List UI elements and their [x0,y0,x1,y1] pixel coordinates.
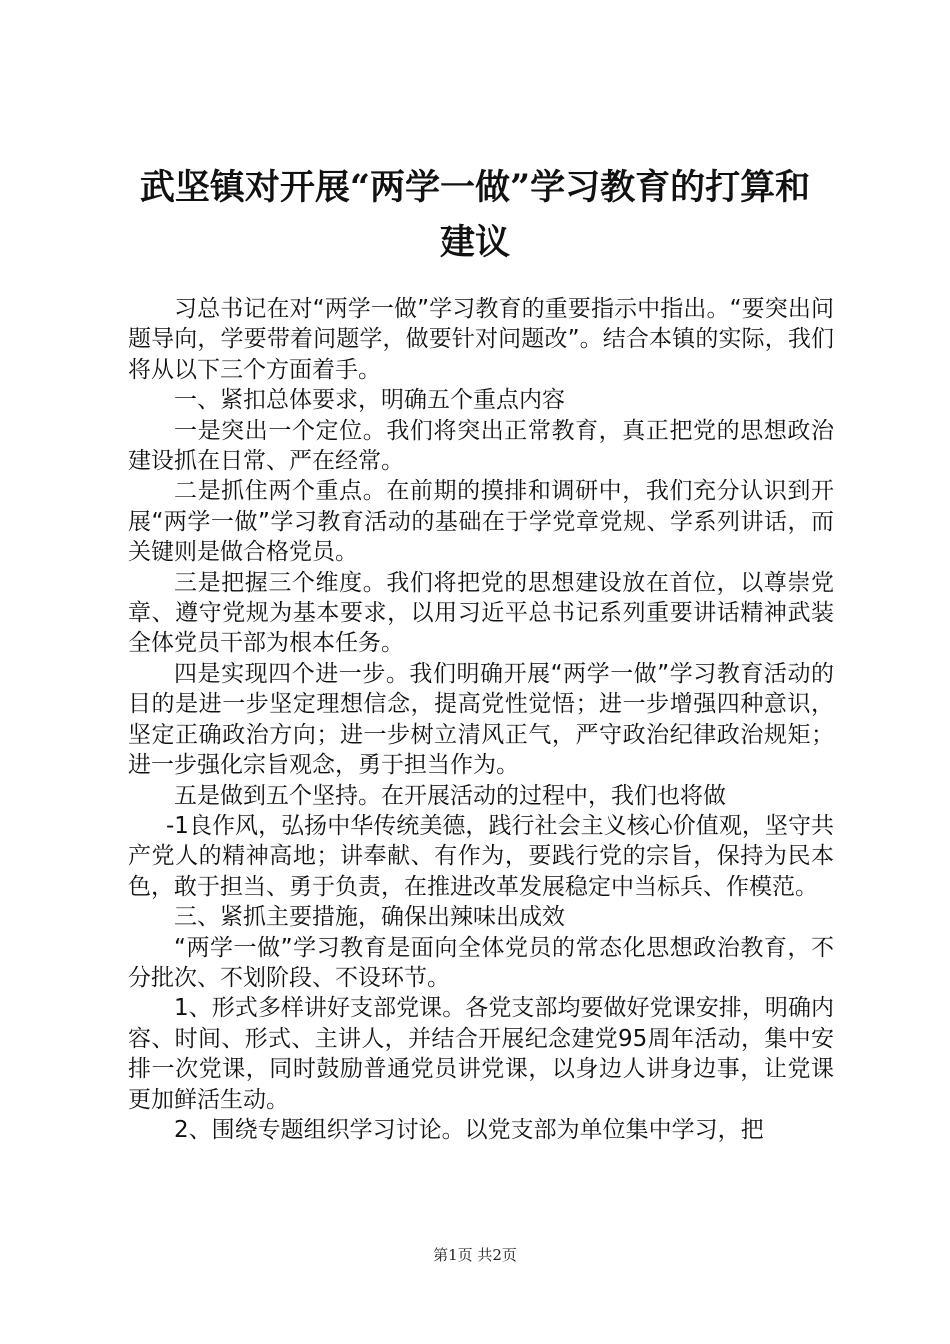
paragraph-point-5-continued: -1良作风，弘扬中华传统美德，践行社会主义核心价值观，坚守共产党人的精神高地；讲奉献、有作为，要践行党的宗旨，保持为民本色，敢于担当、勇于负责，在推进改革发展稳定中当标兵、作模范。 [128,812,834,900]
section-heading-3: 三、紧抓主要措施，确保出辣味出成效 [174,904,565,931]
document-title-line-2: 建议 [439,222,510,263]
paragraph-point-4: 四是实现四个进一步。我们明确开展“两学一做”学习教育活动的目的是进一步坚定理想信念，提高党性觉悟；进一步增强四种意识，坚定正确政治方向；进一步树立清风正气，严守政治纪律政治规矩；进一步强化宗旨观念，勇于担当作为。 [128,660,834,779]
paragraph-point-2: 二是抓住两个重点。在前期的摸排和调研中，我们充分认识到开展“两学一做”学习教育活动的基础在于学党章党规、学系列讲话，而关键则是做合格党员。 [128,478,834,566]
paragraph-point-5: 五是做到五个坚持。在开展活动的过程中，我们也将做 [174,782,726,809]
paragraph-point-3: 三是把握三个维度。我们将把党的思想建设放在首位，以尊崇党章、遵守党规为基本要求，以用习近平总书记系列重要讲话精神武装全体党员干部为根本任务。 [128,569,834,657]
paragraph-measure-2: 2、围绕专题组织学习讨论。以党支部为单位集中学习，把 [174,1116,764,1143]
page-number-footer: 第1页 共2页 [433,1246,517,1264]
paragraph-measure-1: 1、形式多样讲好支部党课。各党支部均要做好党课安排，明确内容、时间、形式、主讲人，并结合开展纪念建党95周年活动，集中安排一次党课，同时鼓励普通党员讲党课，以身边人讲身边事，让党课更加鲜活生动。 [128,995,834,1113]
document-body [128,294,834,1145]
paragraph-measures-intro: “两学一做”学习教育是面向全体党员的常态化思想政治教育，不分批次、不划阶段、不设环节。 [128,934,834,991]
paragraph-intro: 习总书记在对“两学一做”学习教育的重要指示中指出。“要突出问题导向，学要带着问题学，做要针对问题改”。结合本镇的实际，我们将从以下三个方面着手。 [128,296,834,383]
paragraph-point-1: 一是突出一个定位。我们将突出正常教育，真正把党的思想政治建设抓在日常、严在经常。 [128,417,834,475]
section-heading-1: 一、紧扣总体要求，明确五个重点内容 [174,387,565,414]
document-title-line-1: 武坚镇对开展“两学一做”学习教育的打算和 [139,167,811,208]
